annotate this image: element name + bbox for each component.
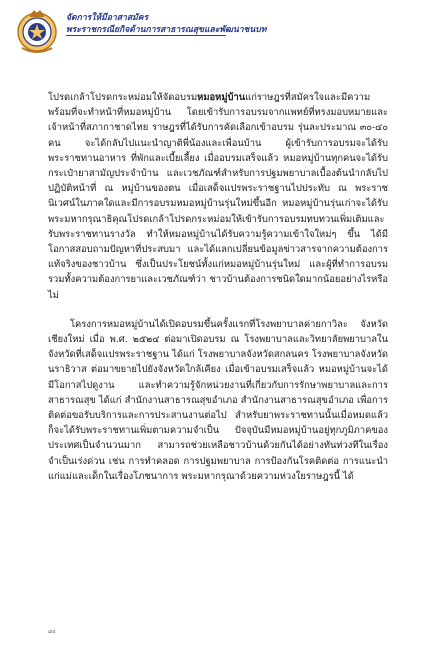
header-subtitle: พระราชกรณียกิจด้านการสาธารณสุขและพัฒนาชนบท — [66, 25, 267, 35]
highlight-village-doctor: หมอหมู่บ้าน — [197, 92, 246, 103]
page-footer: ๘๔ — [48, 629, 56, 635]
paragraph-1-rest: แก่ราษฎรที่สมัครใจและมีความพร้อมที่จะทำหน้าที่หมอหมู่บ้าน โดยเข้ารับการอบรมจากแพทย์ที่ทรงมอบหมายและเจ้าหน้าที่สภากาชาดไทย ราษฎรที่ได้รับการคัดเลือกเข้าอบรม รุ่นละประมาณ ๓๐-๔๐ คน จะได้กลับไปแนะนำญาติพี่น้องและเพื่อนบ้าน ผู้เข้ารับการอบรมจะได้รับพระราชทานอาหาร ที่พักและเบี้ยเลี้ยง เมื่ออบรมเสร็จแล้ว หมอหมู่บ้านทุกคนจะได้รับกระเป๋ายาสามัญประจำบ้าน และเวชภัณฑ์สำหรับการปฐมพยาบาลเบื้องต้นนำกลับไปปฏิบัติหน้าที่ ณ หมู่บ้านของตน เมื่อเสด็จแปรพระราชฐานไปประทับ ณ พระราชนิเวศน์ในภาคใดและมีการอบรมหมอหมู่บ้านรุ่นใหม่ขึ้นอีก หมอหมู่บ้านรุ่นเก่าจะได้รับพระมหากรุณาธิคุณโปรดเกล้าโปรดกระหม่อมให้เข้ารับการอบรมทบทวนเพิ่มเติมและรับพระราชทานรางวัล ทำให้หมอหมู่บ้านได้รับความรู้ความเข้าใจใหม่ๆ ขึ้น ได้มีโอกาสสอบถามปัญหาที่ประสบมา และได้แลกเปลี่ยนข้อมูลข่าวสารจากความต้องการแท้จริงของชาวบ้าน ซึ่งเป็นประโยชน์ทั้งแก่หมอหมู่บ้านรุ่นใหม่ และผู้ที่ทำการอบรมรวมทั้งความต้องการยาและเวชภัณฑ์ว่า ชาวบ้านต้องการชนิดใดมากน้อยอย่างไรหรือไม่ — [48, 92, 388, 301]
paragraph-1 — [48, 90, 388, 303]
header-title: จัดการให้มีอาสาสมัคร — [66, 13, 149, 23]
page-header — [0, 0, 432, 62]
body-text — [48, 90, 388, 484]
header-rule — [66, 35, 226, 36]
paragraph-1-start: โปรดเกล้าโปรดกระหม่อมให้จัดอบรม — [48, 92, 198, 103]
paragraph-2: โครงการหมอหมู่บ้านได้เปิดอบรมขึ้นครั้งแรกที่โรงพยาบาลค่ายกาวิละ จังหวัดเชียงใหม่ เมื่อ พ.ศ. ๒๕๒๔ ต่อมาเปิดอบรม ณ โรงพยาบาลและวิทยาลัยพยาบาลในจังหวัดที่เสด็จแปรพระราชฐาน ได้แก่ โรงพยาบาลจังหวัดสกลนคร โรงพยาบาลจังหวัดนราธิวาส ต่อมาขยายไปยังจังหวัดใกล้เคียง เมื่อเข้าอบรมเสร็จแล้ว หมอหมู่บ้านจะได้มีโอกาสไปดูงาน และทำความรู้จักหน่วยงานที่เกี่ยวกับการรักษาพยาบาลและการสาธารณสุข ได้แก่ สำนักงานสาธารณสุขอำเภอ สำนักงานสาธารณสุขอำเภอ เพื่อการติดต่อขอรับบริการและการประสานงานต่อไป สำหรับยาพระราชทานนั้นเมื่อหมดแล้วก็จะได้รับพระราชทานเพิ่มตามความจำเป็น ปัจจุบันมีหมอหมู่บ้านอยู่ทุกภูมิภาคของประเทศเป็นจำนวนมาก สามารถช่วยเหลือชาวบ้านด้วยกันได้อย่างทันท่วงทีในเรื่องจำเป็นเร่งด่วน เช่น การทำคลอด การปฐมพยาบาล การป้องกันโรคติดต่อ การแนะนำแก่แม่และเด็กในเรื่องโภชนาการ พระมหากรุณาด้วยความห่วงใยราษฎรนี้ ได้ — [48, 318, 388, 482]
royal-emblem-icon — [16, 8, 58, 54]
